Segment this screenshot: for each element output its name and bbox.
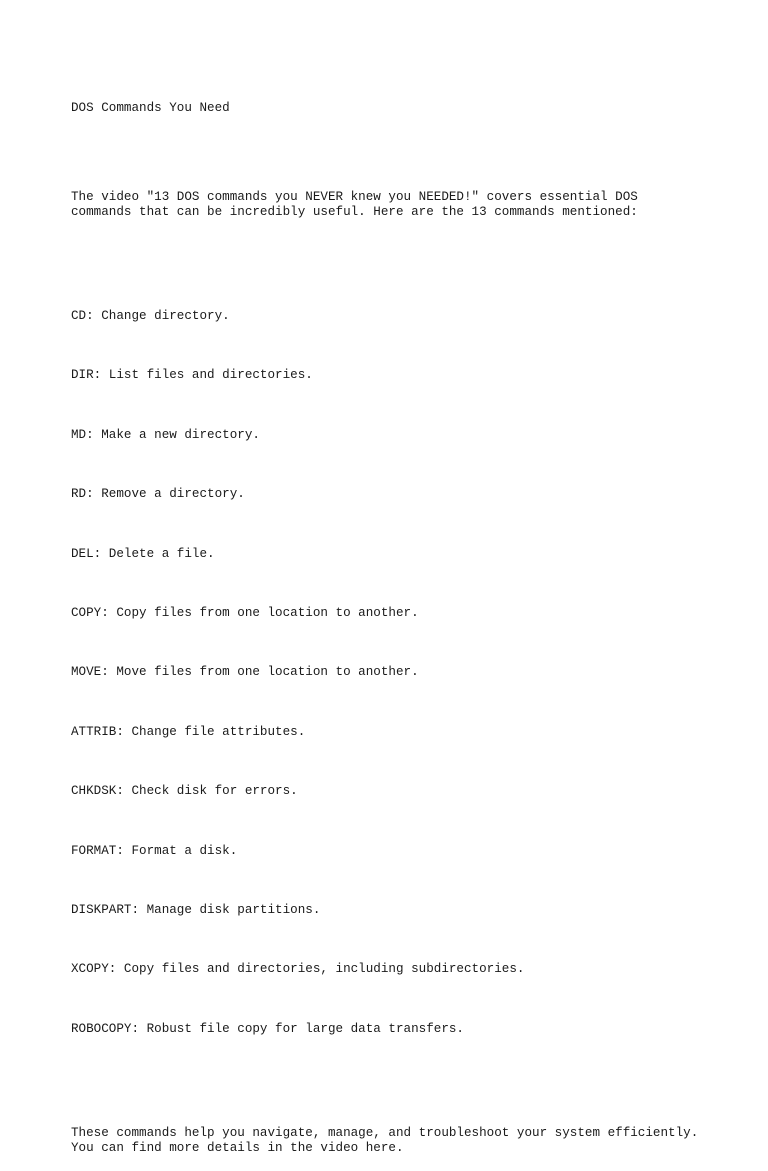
- command-rd: RD: Remove a directory.: [71, 487, 245, 502]
- command-cd: CD: Change directory.: [71, 309, 230, 323]
- document-title: DOS Commands You Need: [71, 101, 230, 115]
- intro-paragraph: [71, 190, 721, 220]
- command-move: MOVE: Move files from one location to another.: [71, 665, 419, 680]
- command-md: MD: Make a new directory.: [71, 427, 260, 442]
- command-xcopy: XCOPY: Copy files and directories, including subdirectories.: [71, 962, 525, 977]
- command-diskpart: DISKPART: Manage disk partitions.: [71, 902, 321, 917]
- intro-line: The video "13 DOS commands you NEVER knew you NEEDED!" covers essential DOS: [71, 190, 638, 204]
- command-del: DEL: Delete a file.: [71, 546, 215, 561]
- command-robocopy: ROBOCOPY: Robust file copy for large data transfers.: [71, 1021, 464, 1036]
- document-page: [71, 71, 721, 1171]
- outro-line: You can find more details in the video here.: [71, 1141, 404, 1156]
- command-list: [71, 279, 721, 1081]
- intro-line: commands that can be incredibly useful. Here are the 13 commands mentioned:: [71, 205, 638, 219]
- command-copy: COPY: Copy files from one location to another.: [71, 605, 419, 620]
- outro-line: These commands help you navigate, manage, and troubleshoot your system efficiently.: [71, 1126, 699, 1141]
- command-format: FORMAT: Format a disk.: [71, 843, 238, 858]
- outro-paragraph: [71, 1126, 721, 1156]
- command-chkdsk: CHKDSK: Check disk for errors.: [71, 784, 298, 799]
- command-dir: DIR: List files and directories.: [71, 368, 313, 383]
- command-attrib: ATTRIB: Change file attributes.: [71, 724, 306, 739]
